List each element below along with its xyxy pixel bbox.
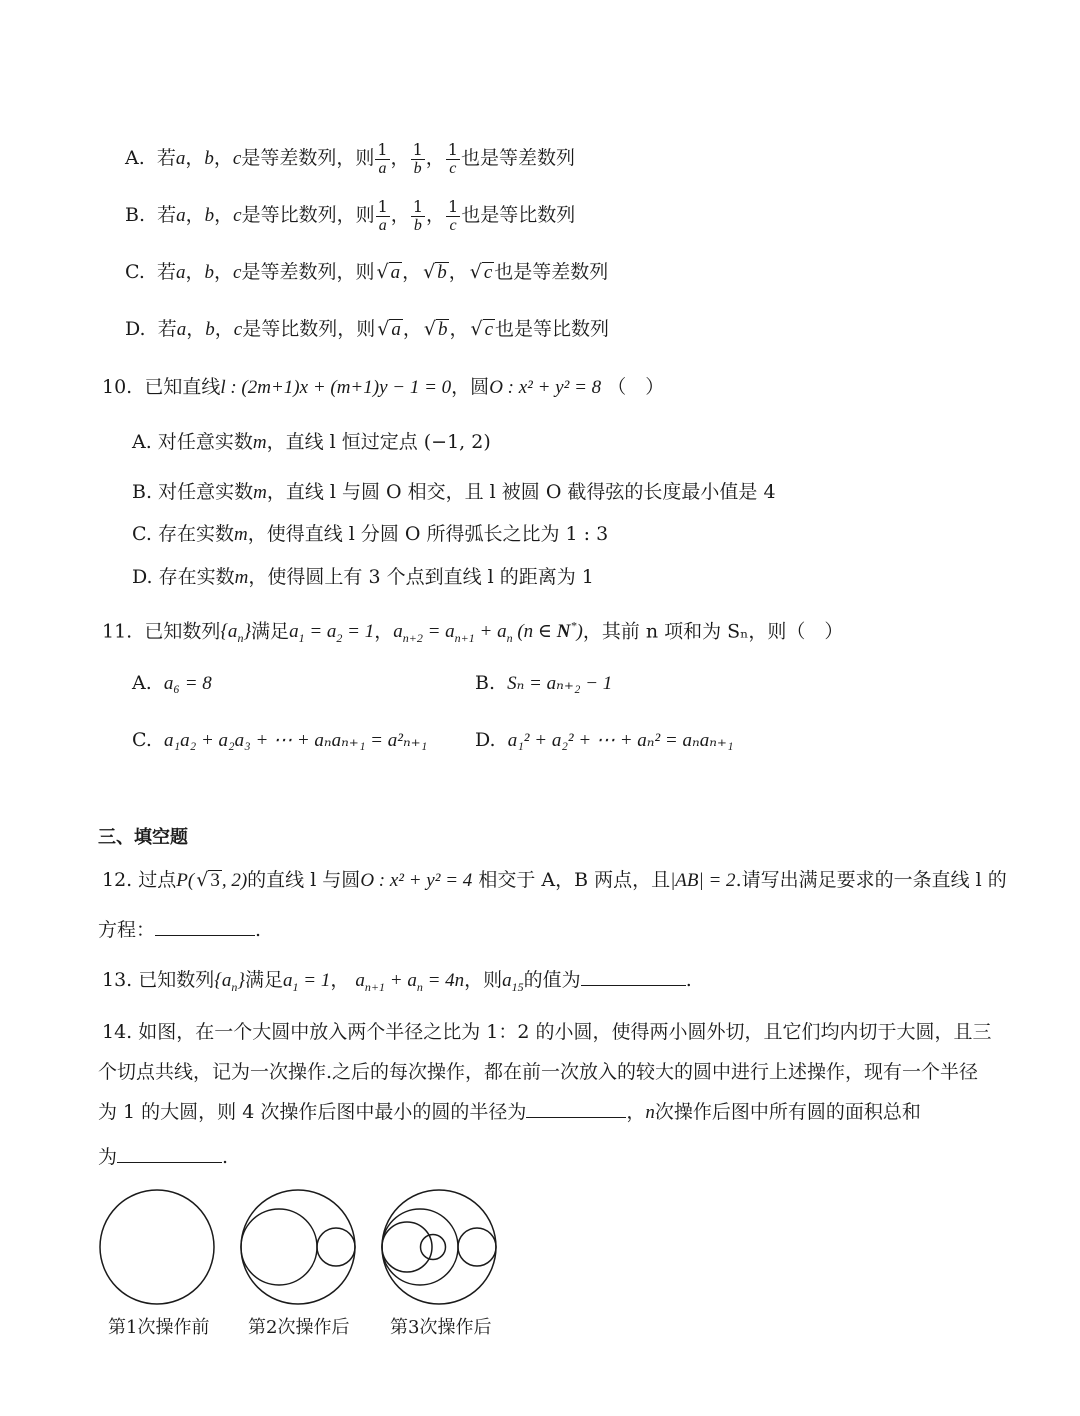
q14-line2: 个切点共线，记为一次操作.之后的每次操作，都在前一次放入的较大的圆中进行上述操作，现有一个半径 [98,1061,979,1083]
q12-answer-blank[interactable] [155,913,255,936]
fig2-medium-circle [241,1209,317,1285]
fig3-inner-small-circle [421,1235,446,1260]
q12-line1: 12. 过点P( √ 3 , 2)的直线 l 与圆O : x² + y² = 4 相交于 A，B 两点，且|AB| = 2.请写出满足要求的一条直线 l 的 [102,869,1007,891]
q13-answer-blank[interactable] [581,963,686,986]
fig3-small-circle [458,1228,496,1266]
caption-fig3: 第3次操作后 [390,1317,492,1338]
caption-fig2: 第2次操作后 [248,1317,350,1338]
q11-option-d: D. a₁² + a₂² + ⋯ + aₙ² = aₙaₙ₊₁ [475,729,734,751]
q13: 13. 已知数列$\{a_n\}$满足$a_1 = 1$， $a_{n+1} + a_n = 4n$，则$a_{15}$的值为 . [102,960,692,1007]
section-title: 三、填空题 [98,827,188,848]
q14-line3: 为 1 的大圆，则 4 次操作后图中最小的圆的半径为 ，n次操作后图中所有圆的面积总和 [98,1092,921,1133]
q10-option-b: B. 对任意实数m，直线 l 与圆 O 相交，且 l 被圆 O 截得弦的长度最小值是 4 [132,481,776,503]
q9-option-d: D. 若a，b，c是等比数列，则 √ a ， √ b ， √ c 也是等比数列 [125,318,610,340]
q11-option-a: A. a₆ = 8 [132,672,212,694]
q11-option-c: C. a₁a₂ + a₂a₃ + ⋯ + aₙaₙ₊₁ = a²ₙ₊₁ [132,729,428,751]
q11-option-b: B. Sₙ = aₙ₊₂ − 1 [475,672,613,694]
fig3-big-circle [382,1190,496,1304]
q14-answer-blank-1[interactable] [526,1095,626,1118]
q10-option-c: C. 存在实数m，使得直线 l 分圆 O 所得弧长之比为 1 : 3 [132,523,609,545]
q10-stem: 10. 已知直线l : (2m+1)x + (m+1)y − 1 = 0，圆O : x² + y² = 8 （ ） [102,376,665,398]
q11-stem: 11. 已知数列$\{a_n\}$满足$a_1 = a_2 = 1$，$a_{n+2} = a_{n+1} + a_n$ (n ∈ N*)，其前 n 项和为 Sₙ，则（ ） [102,619,844,646]
q14-answer-blank-2[interactable] [117,1140,222,1163]
caption-fig1: 第1次操作前 [108,1317,210,1338]
q14-line4: 为 . [98,1137,228,1177]
fig3-inner-medium-circle [382,1222,432,1272]
q9-option-a: A. 若a，b，c是等差数列，则 $\frac{1}{a}$ ， $\frac{1}{b}$ ， $\frac{1}{c}$ 也是等差数列 [125,139,575,177]
fig2-small-circle [317,1228,355,1266]
q12-line2: 方程： . [98,910,261,950]
q9-option-c: C. 若a，b，c是等差数列，则 √ a ， √ b ， √ c 也是等差数列 [125,261,609,283]
q10-option-d: D. 存在实数m，使得圆上有 3 个点到直线 l 的距离为 1 [132,566,594,588]
fig2-big-circle [241,1190,355,1304]
q14-line1: 14. 如图，在一个大圆中放入两个半径之比为 1：2 的小圆，使得两小圆外切，且它们均内切于大圆，且三 [102,1021,992,1043]
q9-option-b: B. 若a，b，c是等比数列，则 $\frac{1}{a}$ ， $\frac{1}{b}$ ， $\frac{1}{c}$ 也是等比数列 [125,196,576,234]
fig1-big-circle [100,1190,214,1304]
q10-option-a: A. 对任意实数m，直线 l 恒过定点 (−1, 2) [132,431,491,453]
